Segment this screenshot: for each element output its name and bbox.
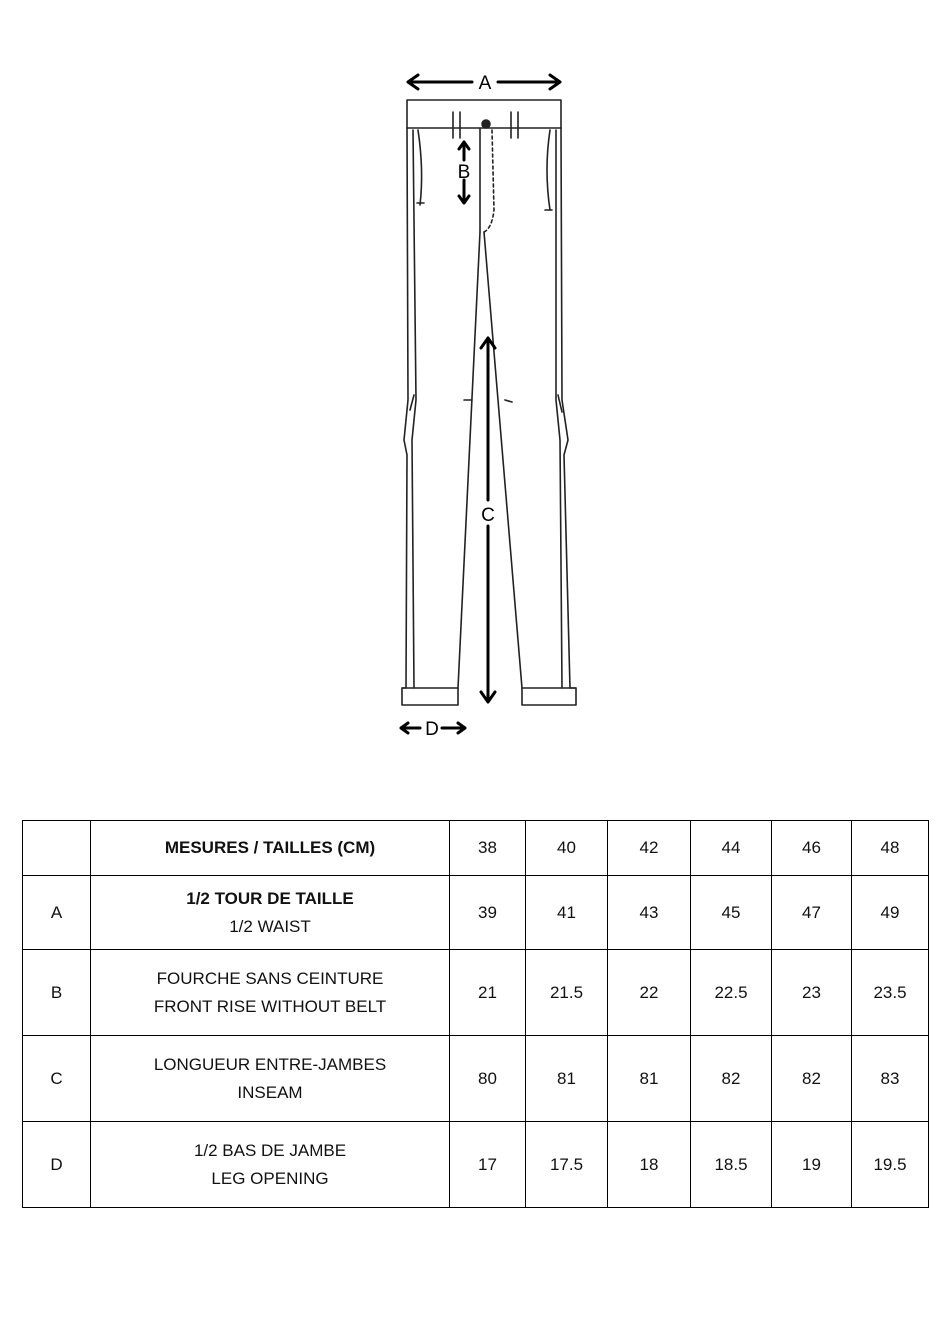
pants-diagram — [380, 60, 600, 750]
arrow-b-up — [459, 142, 469, 160]
value-cell: 23.5 — [852, 950, 929, 1036]
value-cell: 17.5 — [526, 1122, 608, 1208]
measurement-label — [91, 876, 450, 950]
measurement-label — [91, 950, 450, 1036]
arrow-a-right — [498, 75, 560, 89]
size-header: 38 — [450, 821, 526, 876]
value-cell: 18.5 — [691, 1122, 772, 1208]
table-row — [23, 1122, 929, 1208]
label-a: A — [478, 73, 492, 94]
row-code: C — [23, 1036, 91, 1122]
value-cell: 47 — [772, 876, 852, 950]
value-cell: 81 — [608, 1036, 691, 1122]
left-leg-outline — [402, 128, 458, 705]
value-cell: 19.5 — [852, 1122, 929, 1208]
value-cell: 82 — [772, 1036, 852, 1122]
value-cell: 39 — [450, 876, 526, 950]
value-cell: 45 — [691, 876, 772, 950]
value-cell: 49 — [852, 876, 929, 950]
header-code-cell — [23, 821, 91, 876]
value-cell: 22 — [608, 950, 691, 1036]
table-row — [23, 1036, 929, 1122]
measurement-label — [91, 1036, 450, 1122]
pants-sketch — [380, 60, 600, 750]
row-code: A — [23, 876, 91, 950]
label-fr: LONGUEUR ENTRE-JAMBES — [153, 1054, 387, 1074]
size-header: 44 — [691, 821, 772, 876]
row-code: D — [23, 1122, 91, 1208]
value-cell: 43 — [608, 876, 691, 950]
label-en: FRONT RISE WITHOUT BELT — [153, 996, 387, 1016]
value-cell: 18 — [608, 1122, 691, 1208]
arrow-b-down — [459, 180, 469, 203]
arrow-d-right — [442, 723, 465, 733]
label-en: 1/2 WAIST — [229, 916, 311, 936]
header-title: MESURES / TAILLES (CM) — [91, 821, 450, 876]
table-row — [23, 876, 929, 950]
value-cell: 17 — [450, 1122, 526, 1208]
label-fr: 1/2 BAS DE JAMBE — [193, 1140, 347, 1160]
right-leg-outline — [522, 128, 576, 705]
size-header: 42 — [608, 821, 691, 876]
arrow-c-down — [481, 526, 495, 702]
size-header: 46 — [772, 821, 852, 876]
label-en: LEG OPENING — [211, 1168, 329, 1188]
label-b: B — [457, 162, 471, 183]
table-row — [23, 950, 929, 1036]
size-header: 40 — [526, 821, 608, 876]
arrow-d-left — [401, 723, 420, 733]
size-header: 48 — [852, 821, 929, 876]
value-cell: 81 — [526, 1036, 608, 1122]
value-cell: 82 — [691, 1036, 772, 1122]
value-cell: 80 — [450, 1036, 526, 1122]
label-d: D — [425, 719, 439, 740]
value-cell: 83 — [852, 1036, 929, 1122]
value-cell: 22.5 — [691, 950, 772, 1036]
value-cell: 21 — [450, 950, 526, 1036]
label-fr: 1/2 TOUR DE TAILLE — [186, 888, 354, 908]
value-cell: 19 — [772, 1122, 852, 1208]
measurement-label — [91, 1122, 450, 1208]
label-fr: FOURCHE SANS CEINTURE — [156, 968, 384, 988]
size-chart-table — [22, 820, 929, 1208]
value-cell: 21.5 — [526, 950, 608, 1036]
value-cell: 41 — [526, 876, 608, 950]
value-cell: 23 — [772, 950, 852, 1036]
arrow-a-left — [408, 75, 472, 89]
row-code: B — [23, 950, 91, 1036]
arrow-c-up — [481, 338, 495, 500]
label-en: INSEAM — [237, 1082, 303, 1102]
header-row — [23, 821, 929, 876]
label-c: C — [481, 505, 495, 526]
